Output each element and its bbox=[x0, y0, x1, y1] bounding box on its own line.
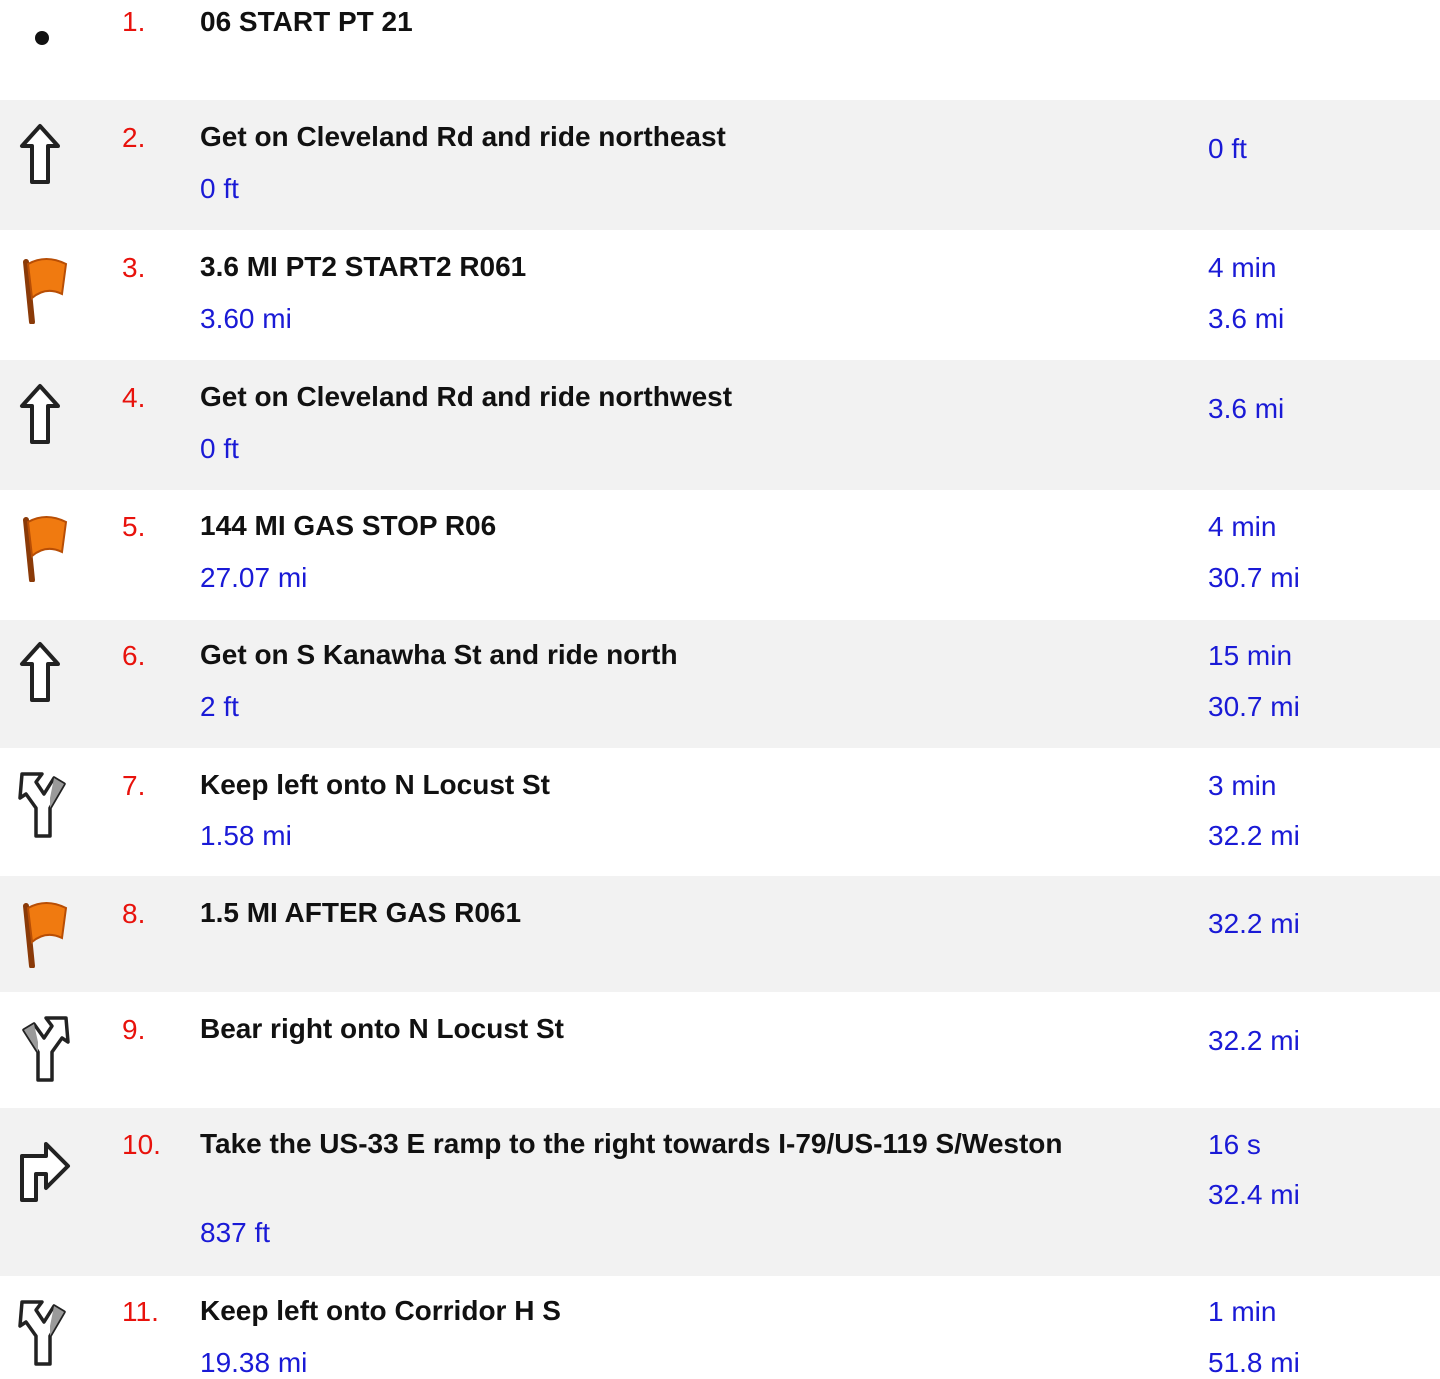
cumulative-distance: 32.2 mi bbox=[1208, 908, 1300, 939]
direction-step bbox=[0, 620, 1440, 748]
step-number: 5. bbox=[122, 511, 146, 542]
direction-step bbox=[0, 100, 1440, 230]
straight-arrow-icon bbox=[16, 120, 72, 192]
direction-step bbox=[0, 490, 1440, 620]
direction-step bbox=[0, 748, 1440, 876]
step-distance: 0 ft bbox=[200, 173, 239, 204]
step-title: Get on Cleveland Rd and ride northeast bbox=[200, 121, 726, 152]
step-title: Get on S Kanawha St and ride north bbox=[200, 639, 678, 670]
flag-icon bbox=[16, 510, 72, 582]
step-distance: 3.60 mi bbox=[200, 303, 292, 334]
step-title: Keep left onto N Locust St bbox=[200, 769, 550, 800]
step-title: Take the US-33 E ramp to the right towards I-79/US-119 S/Weston bbox=[200, 1128, 1063, 1159]
step-time: 4 min bbox=[1208, 511, 1277, 542]
step-distance: 19.38 mi bbox=[200, 1347, 308, 1378]
step-time: 4 min bbox=[1208, 252, 1277, 283]
keep-left-icon bbox=[16, 768, 72, 840]
step-number: 8. bbox=[122, 898, 146, 929]
direction-step bbox=[0, 0, 1440, 100]
direction-step bbox=[0, 992, 1440, 1108]
step-title: Get on Cleveland Rd and ride northwest bbox=[200, 381, 733, 412]
step-number: 2. bbox=[122, 122, 146, 153]
flag-icon bbox=[16, 252, 72, 324]
step-time: 1 min bbox=[1208, 1296, 1277, 1327]
step-distance: 27.07 mi bbox=[200, 562, 308, 593]
cumulative-distance: 30.7 mi bbox=[1208, 562, 1300, 593]
step-number: 9. bbox=[122, 1014, 146, 1045]
step-number: 1. bbox=[122, 6, 146, 37]
bear-right-icon bbox=[16, 1012, 72, 1084]
step-title: 144 MI GAS STOP R06 bbox=[200, 510, 497, 541]
step-number: 3. bbox=[122, 252, 146, 283]
step-number: 4. bbox=[122, 382, 146, 413]
step-distance: 1.58 mi bbox=[200, 820, 292, 851]
step-time: 16 s bbox=[1208, 1129, 1261, 1160]
step-distance: 0 ft bbox=[200, 433, 239, 464]
cumulative-distance: 3.6 mi bbox=[1208, 393, 1285, 424]
cumulative-distance: 3.6 mi bbox=[1208, 303, 1285, 334]
step-time: 15 min bbox=[1208, 640, 1293, 671]
cumulative-distance: 32.4 mi bbox=[1208, 1179, 1300, 1210]
flag-icon bbox=[16, 896, 72, 968]
direction-step bbox=[0, 1108, 1440, 1276]
direction-step bbox=[0, 876, 1440, 992]
step-title: 1.5 MI AFTER GAS R061 bbox=[200, 897, 522, 928]
step-title: 06 START PT 21 bbox=[200, 6, 413, 37]
direction-step bbox=[0, 230, 1440, 360]
cumulative-distance: 51.8 mi bbox=[1208, 1347, 1300, 1378]
step-distance: 2 ft bbox=[200, 691, 239, 722]
step-title: Keep left onto Corridor H S bbox=[200, 1295, 561, 1326]
step-title: Bear right onto N Locust St bbox=[200, 1013, 564, 1044]
step-number: 11. bbox=[122, 1296, 159, 1327]
step-distance: 837 ft bbox=[200, 1217, 271, 1248]
dot-icon bbox=[16, 4, 72, 76]
keep-left-icon bbox=[16, 1296, 72, 1368]
step-time: 3 min bbox=[1208, 770, 1277, 801]
turn-right-icon bbox=[16, 1132, 72, 1204]
direction-step bbox=[0, 360, 1440, 490]
cumulative-distance: 32.2 mi bbox=[1208, 820, 1300, 851]
cumulative-distance: 30.7 mi bbox=[1208, 691, 1300, 722]
step-title: 3.6 MI PT2 START2 R061 bbox=[200, 251, 527, 282]
step-number: 7. bbox=[122, 770, 146, 801]
straight-arrow-icon bbox=[16, 638, 72, 710]
step-number: 10. bbox=[122, 1129, 161, 1160]
straight-arrow-icon bbox=[16, 380, 72, 452]
step-number: 6. bbox=[122, 640, 146, 671]
direction-step bbox=[0, 1276, 1440, 1378]
cumulative-distance: 0 ft bbox=[1208, 133, 1247, 164]
cumulative-distance: 32.2 mi bbox=[1208, 1025, 1300, 1056]
